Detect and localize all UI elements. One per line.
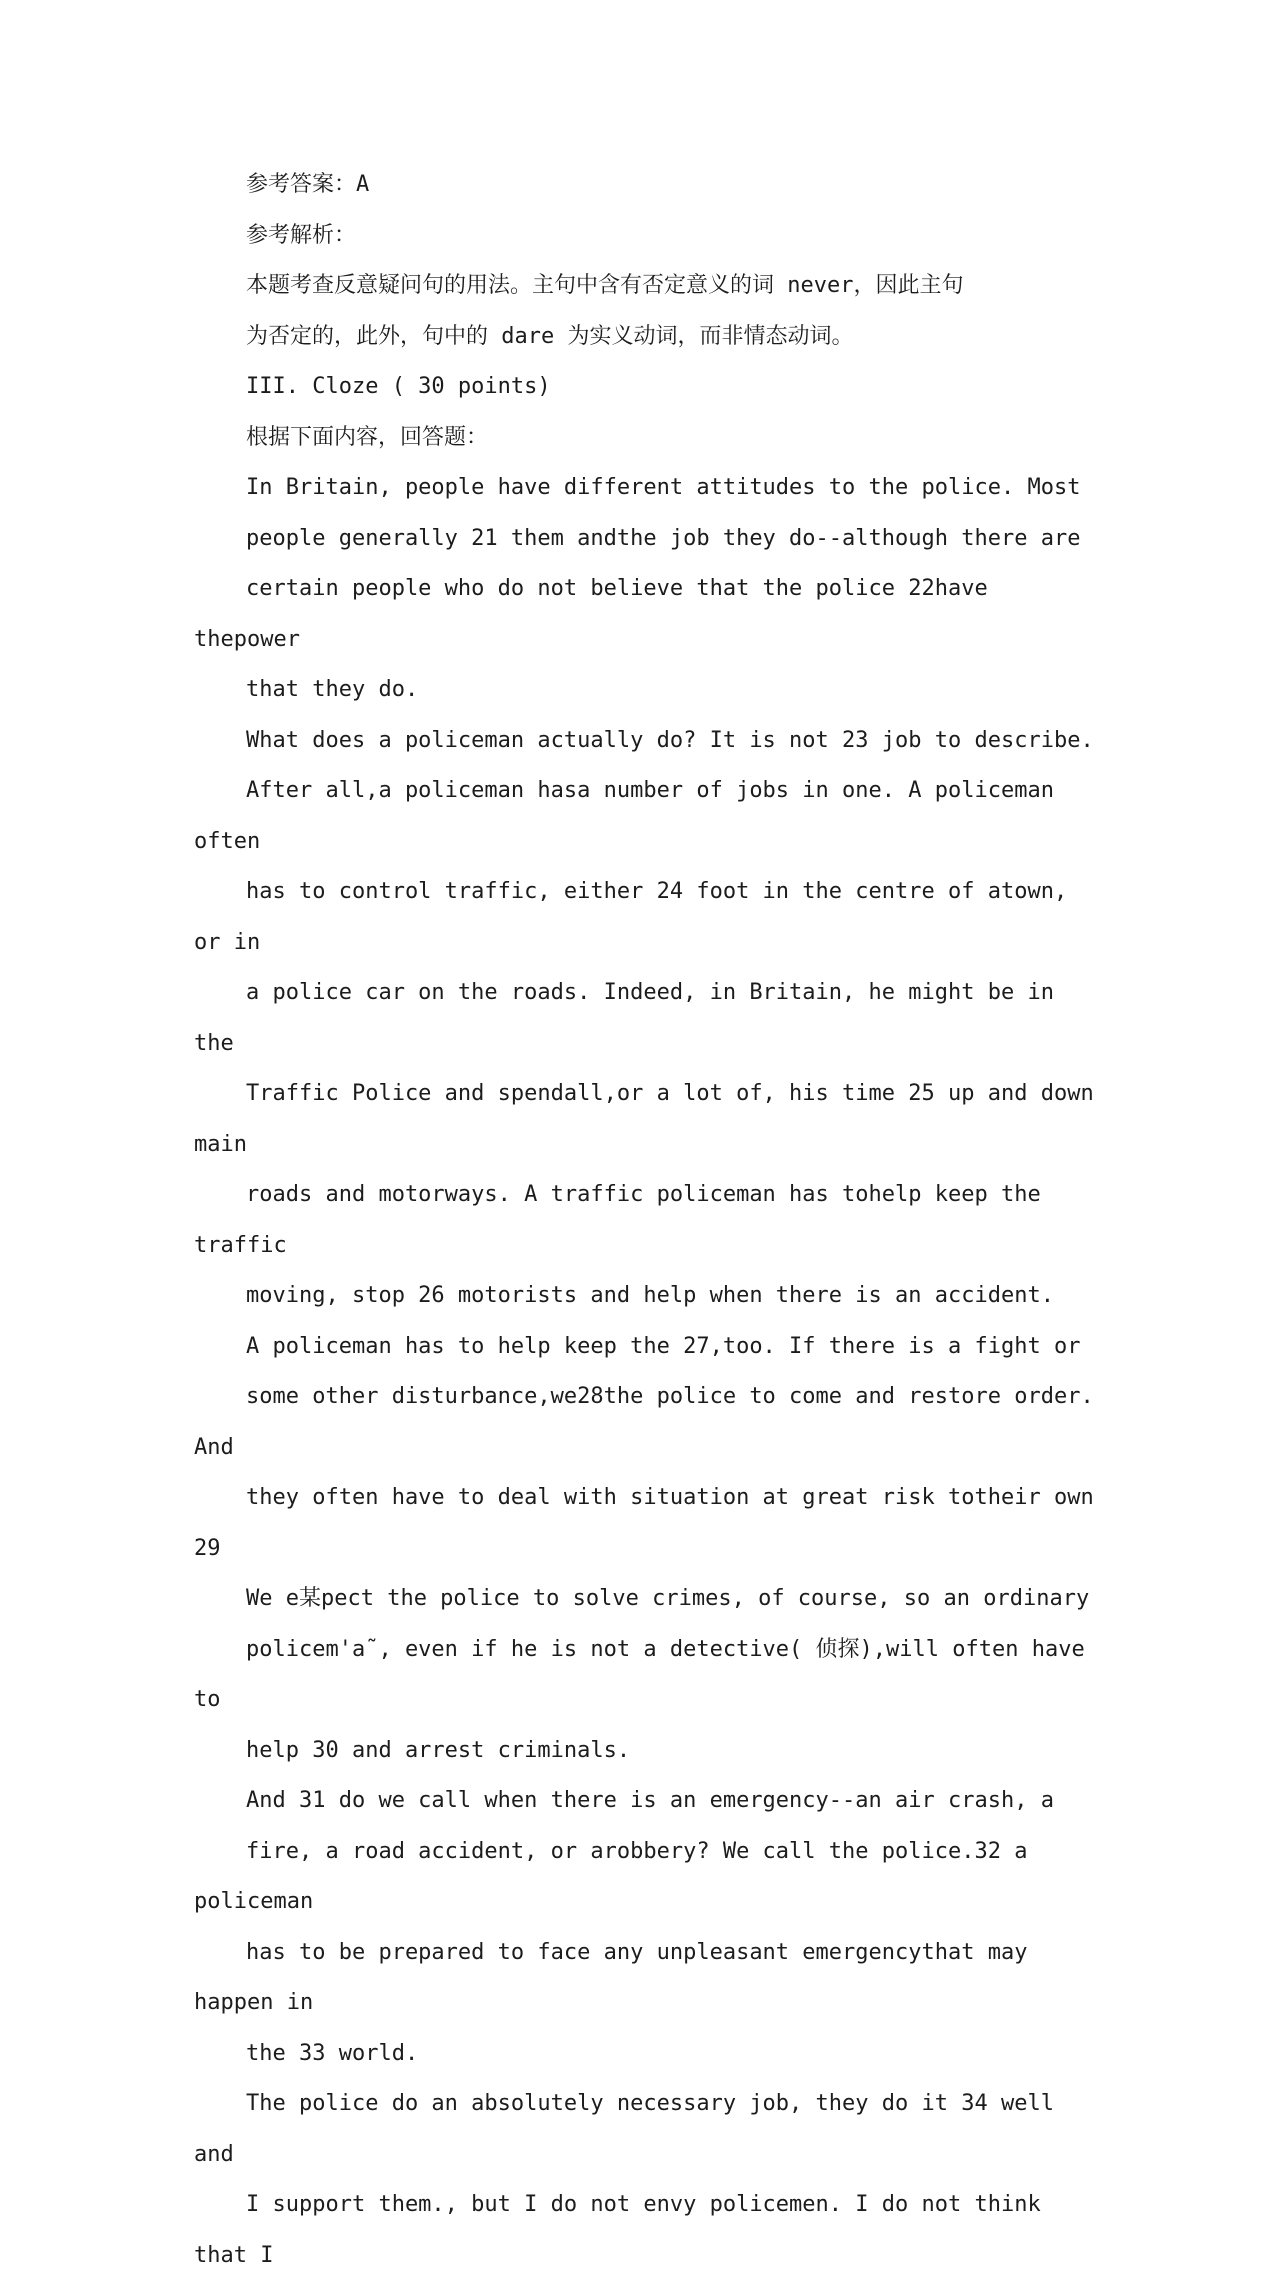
document-body [194,160,1094,2281]
instruction-line [194,413,1094,464]
text-line: has to be prepared to face any unpleasant emergencythat may happen in [194,1939,1028,2015]
text-line: 参考答案：A [246,172,370,197]
text-line: I support them., but I do not envy policemen. I do not think that I [194,2192,1041,2268]
text-line: We e某pect the police to solve crimes, of course, so an ordinary [246,1586,1090,1611]
text-line: A policeman has to help keep the 27,too. If there is a fight or [246,1333,1081,1359]
section-heading [194,362,1094,413]
passage-paragraph-3 [194,1322,1094,1575]
text-line: roads and motorways. A traffic policeman has tohelp keep the traffic [194,1182,1041,1258]
passage-paragraph-2 [194,716,1094,1322]
text-line: The police do an absolutely necessary job, they do it 34 well and [194,2091,1054,2167]
text-line: What does a policeman actually do? It is not 23 job to describe. [246,727,1094,753]
text-line: the 33 world. [246,2040,419,2066]
passage-paragraph-4 [194,1574,1094,1776]
text-line: that they do. [246,677,419,702]
text-line: 根据下面内容，回答题： [246,424,489,450]
text-line: they often have to deal with situation at great risk totheir own 29 [194,1485,1094,1561]
text-line: 为否定的，此外，句中的 dare 为实义动词，而非情态动词。 [246,323,854,349]
text-line: policem'a˜, even if he is not a detective( 侦探),will often have to [194,1636,1085,1712]
passage-paragraph-5 [194,1776,1094,2079]
answer-line [194,160,1094,211]
text-line: help 30 and arrest criminals. [246,1737,631,1763]
text-line: moving, stop 26 motorists and help when there is an accident. [246,1283,1054,1308]
text-line: 本题考查反意疑问句的用法。主句中含有否定意义的词 never，因此主句 [246,273,964,298]
text-line: a police car on the roads. Indeed, in Britain, he might be in the [194,980,1054,1056]
text-line: III. Cloze ( 30 points) [246,374,551,399]
text-line: And 31 do we call when there is an emergency--an air crash, a [246,1788,1054,1813]
text-line: After all,a policeman hasa number of jobs in one. A policeman often [194,778,1054,854]
text-line: certain people who do not believe that the police 22have thepower [194,576,988,652]
passage-paragraph-1 [194,463,1094,716]
passage-paragraph-6 [194,2079,1094,2281]
analysis-text [194,261,1094,362]
text-line: fire, a road accident, or arobbery? We call the police.32 a policeman [194,1838,1028,1914]
text-line: some other disturbance,we28the police to come and restore order. And [194,1384,1094,1460]
text-line: people generally 21 them andthe job they do--although there are [246,525,1081,551]
text-line: Traffic Police and spendall,or a lot of, his time 25 up and down main [194,1081,1094,1157]
text-line: 参考解析： [246,222,357,248]
text-line: In Britain, people have different attitudes to the police. Most [246,475,1081,500]
text-line: has to control traffic, either 24 foot in the centre of atown, or in [194,879,1068,955]
analysis-heading [194,211,1094,262]
